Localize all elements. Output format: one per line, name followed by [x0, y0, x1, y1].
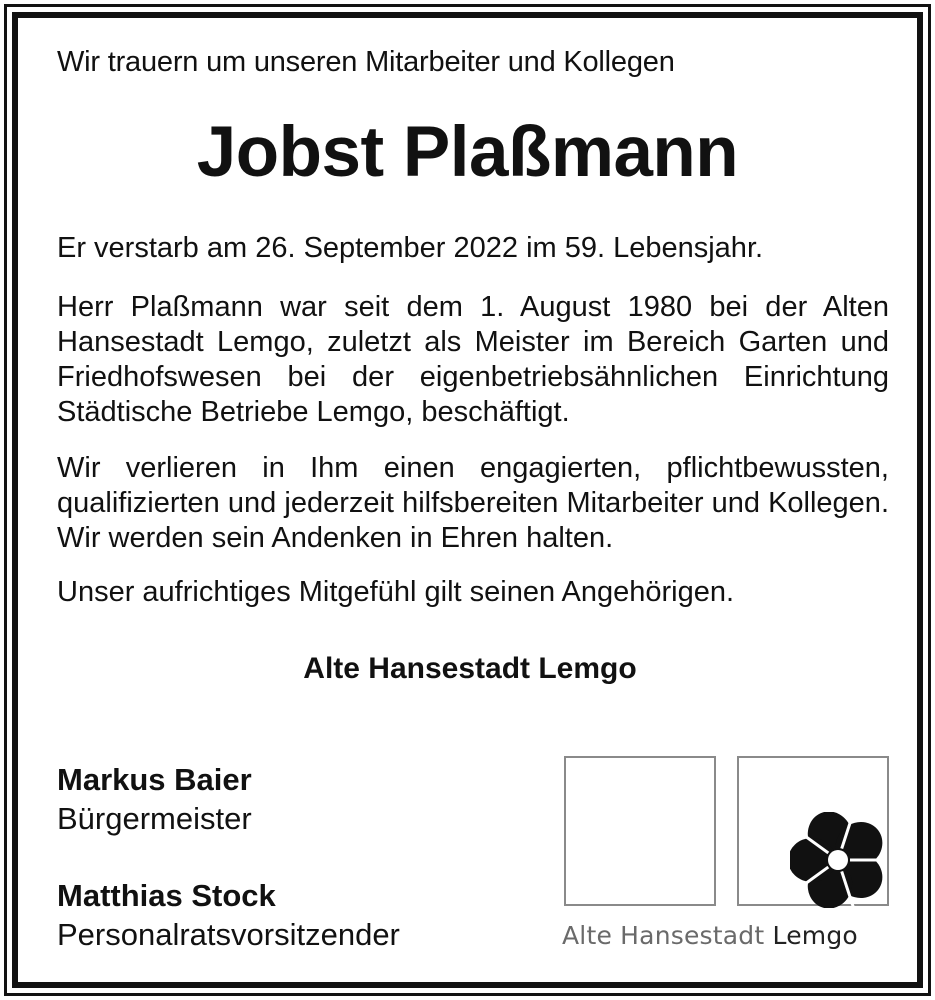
flower-icon — [790, 812, 886, 908]
organization-name: Alte Hansestadt Lemgo — [303, 652, 637, 685]
paragraph-condolence: Unser aufrichtiges Mitgefühl gilt seinen Angehörigen. — [57, 576, 735, 608]
paragraph-death-date: Er verstarb am 26. September 2022 im 59. Lebensjahr. — [57, 232, 764, 264]
logo-wordmark-part1: Alte Hansestadt — [562, 921, 773, 950]
logo-wordmark — [562, 921, 858, 950]
paragraph-career: Herr Plaßmann war seit dem 1. August 1980 bei der Alten Hansestadt Lemgo, zuletzt als Meister im Bereich Garten und Friedhofswesen bei der eigenbetriebsähnlichen Einrichtung Städtische Betriebe Lemgo, beschäftigt. — [57, 291, 889, 428]
intro-text: Wir trauern um unseren Mitarbeiter und Kollegen — [57, 46, 675, 78]
signatory-role: Bürgermeister — [57, 801, 252, 836]
signatory-name: Markus Baier — [57, 762, 252, 797]
deceased-name: Jobst Plaßmann — [196, 113, 739, 192]
signatory-role: Personalratsvorsitzender — [57, 917, 400, 952]
logo-square-left — [564, 756, 716, 906]
logo-wordmark-part2: Lemgo — [772, 921, 858, 950]
paragraph-tribute: Wir verlieren in Ihm einen engagierten, pflichtbewussten, qualifizierten und jederzeit hilfsbereiten Mitarbeiter und Kollegen. Wir werden sein Andenken in Ehren halten. — [57, 452, 889, 554]
signatory-name: Matthias Stock — [57, 878, 276, 913]
